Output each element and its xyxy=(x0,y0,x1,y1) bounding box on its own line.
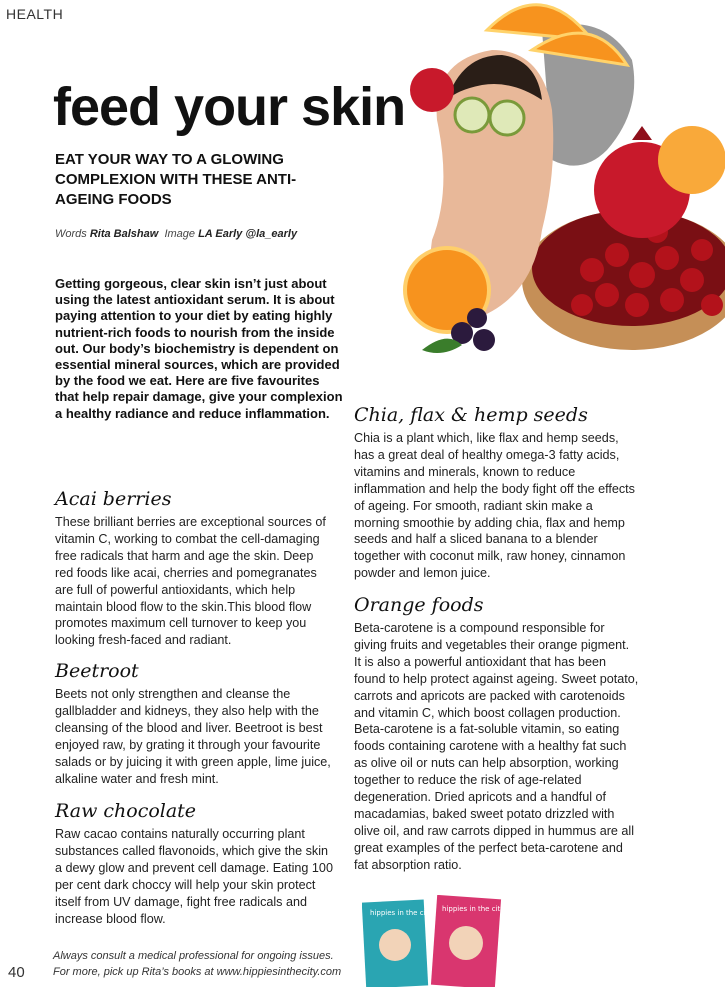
hero-collage-image xyxy=(392,0,725,365)
books-image xyxy=(362,895,504,987)
footnote-books-link[interactable]: For more, pick up Rita’s books at www.hippiesinthecity.com xyxy=(53,966,342,978)
heading-acai-berries: Acai berries xyxy=(55,488,172,510)
book-pink-cover xyxy=(431,895,504,987)
book-teal-title: hippies in the city xyxy=(370,909,433,917)
credits-image-label: Image xyxy=(164,228,196,240)
subtitle: EAT YOUR WAY TO A GLOWING COMPLEXION WITH THESE ANTI-AGEING FOODS xyxy=(55,151,297,208)
body-acai-berries: These brilliant berries are exceptional sources of vitamin C, working to combat the cell-damaging free radicals that harm and age the skin. Deep red foods like acai, cherries and pomegranates are full of powerful antioxidants, which help maintain blood flow to the skin.This blood flow promotes maximum cell turnover to keep you looking fresh-faced and radiant. xyxy=(55,515,326,648)
credits-words-label: Words xyxy=(55,228,87,240)
body-beetroot: Beets not only strengthen and cleanse the gallbladder and kidneys, they also help with the cleansing of the blood and liver. Beetroot is best enjoyed raw, by grating it through your favourite salads or by juicing it with green apple, lime juice, alkaline water and fresh mint. xyxy=(55,687,331,786)
page-number: 40 xyxy=(8,964,25,981)
book-pink-title: hippies in the city xyxy=(442,905,504,913)
page-title: feed your skin xyxy=(53,77,406,137)
photographer-name: LA Early @la_early xyxy=(198,228,298,240)
body-chia-flax-hemp: Chia is a plant which, like flax and hemp seeds, has a great deal of healthy omega-3 fatty acids, vitamins and minerals, known to reduce inflammation and help the body fight off the effects of ageing. For smooth, radiant skin make a morning smoothie by adding chia, flax and hemp seeds and half a sliced banana to a blender together with coconut milk, raw honey, cinnamon powder and lemon juice. xyxy=(354,431,635,581)
footnote xyxy=(53,948,341,980)
heading-chia-flax-hemp: Chia, flax & hemp seeds xyxy=(354,404,588,426)
footnote-disclaimer: Always consult a medical professional for ongoing issues. xyxy=(53,950,334,962)
body-orange-foods: Beta-carotene is a compound responsible for giving fruits and vegetables their orange pigment. It is also a powerful antioxidant that has been found to help protect against ageing. Sweet potato, carrots and apricots are packed with carotenoids and vitamin C, which boost collagen production. Beta-carotene is a fat-soluble vitamin, so eating foods containing carotene with a healthy fat such as olive oil or nuts can help absorption, working together to reduce the risk of age-related degeneration. Dried apricots and a handful of macadamias, baked sweet potato drizzled with olive oil, and raw carrots dipped in hummus are all great examples of the perfect beta-carotene and fat absorption ratio. xyxy=(354,621,639,872)
grapefruit-icon xyxy=(658,126,725,194)
credits xyxy=(55,228,297,240)
author-name: Rita Balshaw xyxy=(89,228,159,240)
heading-orange-foods: Orange foods xyxy=(354,594,484,616)
heading-beetroot: Beetroot xyxy=(55,660,139,682)
section-label: HEALTH xyxy=(6,6,64,22)
small-pomegranate-icon xyxy=(410,68,454,112)
book-teal-cover xyxy=(362,899,432,987)
intro-paragraph: Getting gorgeous, clear skin isn’t just about using the latest antioxidant serum. It is about paying attention to your diet by eating highly nutrient-rich foods to nourish from the inside out. Our body’s biochemistry is dependent on essential mineral sources, which are provided by the food we eat. Here are five favourites that help repair damage, give your complexion a healthy radiance and reduce inflammation. xyxy=(55,276,343,421)
heading-raw-chocolate: Raw chocolate xyxy=(55,800,197,822)
body-raw-chocolate: Raw cacao contains naturally occurring plant substances called flavonoids, which give the skin a dewy glow and prevent cell damage. Eating 100 per cent dark choccy will help your skin protect itself from UV damage, fight free radicals and increase blood flow. xyxy=(55,827,333,926)
